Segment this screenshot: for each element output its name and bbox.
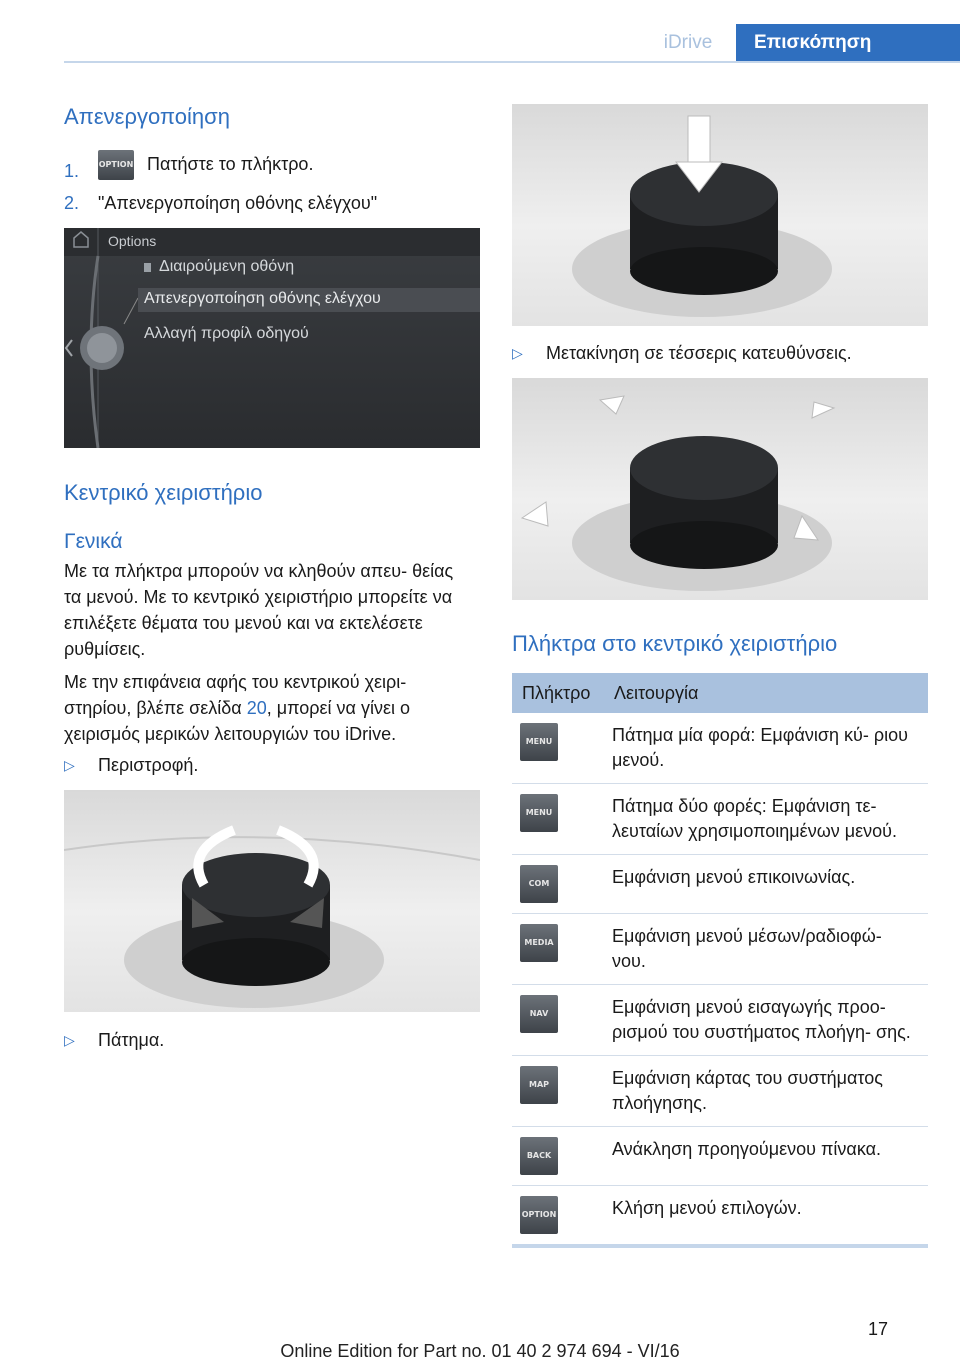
key-function: Εμφάνιση μενού μέσων/ραδιοφώ‐ νου. — [604, 914, 928, 985]
header-section: iDrive — [663, 32, 713, 53]
controller-heading: Κεντρικό χειριστήριο — [64, 480, 263, 505]
options-screen-image — [64, 228, 480, 448]
step-1 — [64, 153, 474, 186]
controller-paragraph-2: Με την επιφάνεια αφής του κεντρικού χειρι‐ στηρίου, βλέπε σελίδα 20, μπορεί να γίνει ο χειρισμός μερικών λειτουργιών του iDrive. — [64, 672, 411, 744]
map-key-icon: MAP — [520, 1066, 558, 1104]
key-function: Εμφάνιση μενού εισαγωγής προο‐ ρισμού του συστήματος πλοήγη‐ σης. — [604, 985, 928, 1056]
table-row — [512, 1186, 928, 1247]
triangle-bullet-icon: ▷ — [64, 1032, 75, 1048]
menu-key-icon: MENU — [520, 723, 558, 761]
option-key-icon: OPTION — [98, 150, 134, 180]
key-function: Ανάκληση προηγούμενου πίνακα. — [604, 1127, 928, 1186]
controller-move-image — [512, 378, 928, 600]
bullet-rotate — [64, 752, 474, 778]
step-2-number: 2. — [64, 193, 80, 213]
key-function: Κλήση μενού επιλογών. — [604, 1186, 928, 1247]
bullet-rotate-text: Περιστροφή. — [98, 755, 199, 775]
step-1-number: 1. — [64, 161, 80, 181]
back-key-icon: BACK — [520, 1137, 558, 1175]
col-function-header: Λειτουργία — [604, 673, 928, 713]
table-row — [512, 713, 928, 784]
step-2 — [64, 190, 474, 218]
table-row — [512, 1056, 928, 1127]
keys-table-header — [512, 673, 928, 713]
triangle-bullet-icon: ▷ — [64, 757, 75, 773]
menu-key-icon: MENU — [520, 794, 558, 832]
header-rule — [64, 61, 960, 63]
edition-footer: Online Edition for Part no. 01 40 2 974 694 - VI/16 — [280, 1341, 680, 1361]
keys-heading: Πλήκτρα στο κεντρικό χειριστήριο — [512, 631, 838, 656]
screen-item-1: Διαιρούμενη οθόνη — [159, 258, 295, 275]
table-row — [512, 914, 928, 985]
bullet-press — [64, 1027, 474, 1053]
screen-item-3: Αλλαγή προφίλ οδηγού — [144, 325, 309, 342]
page-number: 17 — [867, 1319, 888, 1339]
bullet-press-text: Πάτημα. — [98, 1030, 165, 1050]
options-screen-title: Options — [108, 233, 157, 249]
screen-item-2-selected: Απενεργοποίηση οθόνης ελέγχου — [144, 290, 381, 307]
key-function: Εμφάνιση κάρτας του συστήματος πλοήγησης. — [604, 1056, 928, 1127]
general-subheading: Γενικά — [64, 530, 123, 553]
col-key-header: Πλήκτρο — [512, 673, 604, 713]
key-function: Εμφάνιση μενού επικοινωνίας. — [604, 855, 928, 914]
media-key-icon: MEDIA — [520, 924, 558, 962]
com-key-icon: COM — [520, 865, 558, 903]
option-key-icon: OPTION — [520, 1196, 558, 1234]
key-function: Πάτημα δύο φορές: Εμφάνιση τε‐ λευταίων χρησιμοποιημένων μενού. — [604, 784, 928, 855]
controller-rotate-image — [64, 790, 480, 1012]
controller-press-image — [512, 104, 928, 326]
key-function: Πάτημα μία φορά: Εμφάνιση κύ‐ ριου μενού. — [604, 713, 928, 784]
controller-paragraph-1: Με τα πλήκτρα μπορούν να κληθούν απευ‐ θείας τα μενού. Με το κεντρικό χειριστήριο μπορείτε να επιλέξετε θέματα του μενού και να εκτελέσετε ρυθμίσεις. — [64, 561, 454, 659]
table-row — [512, 855, 928, 914]
triangle-bullet-icon: ▷ — [512, 345, 523, 361]
bullet-move — [512, 340, 928, 366]
table-row — [512, 784, 928, 855]
table-row — [512, 1127, 928, 1186]
header-chapter: Επισκόπηση — [736, 24, 960, 62]
keys-table — [512, 673, 928, 1248]
step-1-text: Πατήστε το πλήκτρο. — [147, 153, 314, 174]
bullet-move-text: Μετακίνηση σε τέσσερις κατευθύνσεις. — [546, 343, 852, 363]
table-row — [512, 985, 928, 1056]
deactivation-heading: Απενεργοποίηση — [64, 104, 230, 129]
step-2-text: "Απενεργοποίηση οθόνης ελέγχου" — [98, 193, 378, 213]
nav-key-icon: NAV — [520, 995, 558, 1033]
page-20-link[interactable]: 20 — [246, 698, 267, 718]
